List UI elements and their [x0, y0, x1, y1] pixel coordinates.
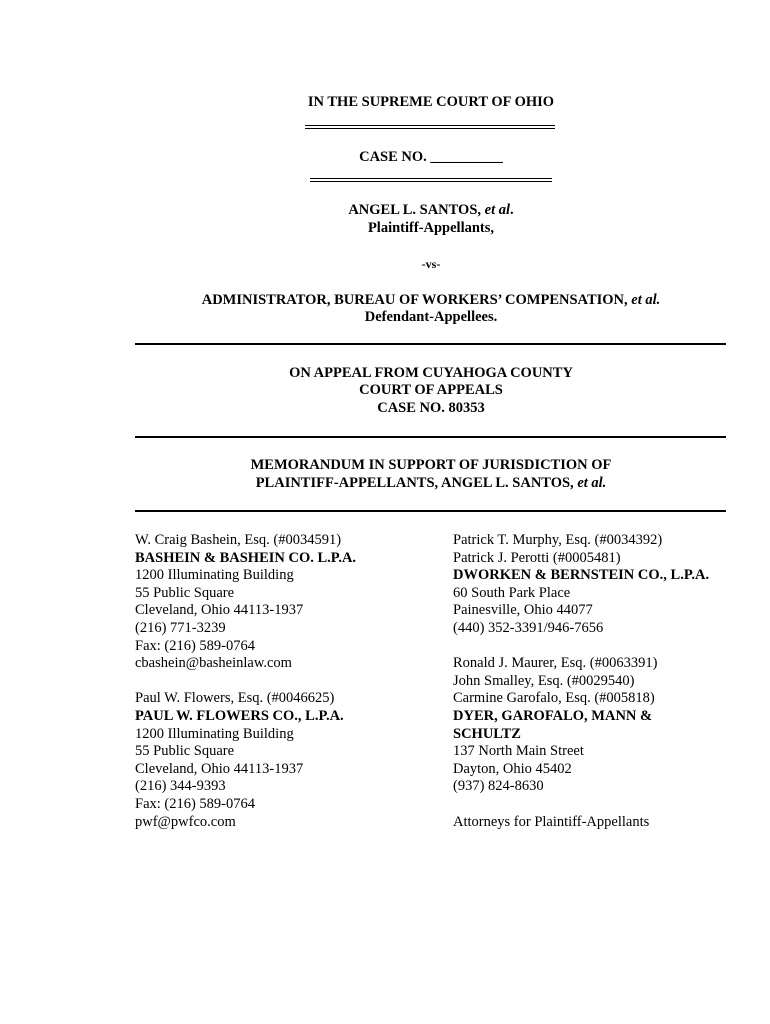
appeal-line-2: COURT OF APPEALS	[359, 382, 503, 398]
fax-line: Fax: (216) 589-0764	[135, 637, 256, 654]
defendant-name: ADMINISTRATOR, BUREAU OF WORKERS’ COMPENSATION,	[201, 292, 628, 308]
memorandum-et-al: et al.	[577, 475, 607, 491]
attorney-name: Ronald J. Maurer, Esq. (#0063391)	[453, 655, 658, 672]
attorney-name: Patrick J. Perotti (#0005481)	[453, 549, 621, 566]
attorney-name: John Smalley, Esq. (#0029540)	[453, 672, 635, 689]
city-line: Dayton, Ohio 45402	[453, 760, 572, 777]
attorney-name: Patrick T. Murphy, Esq. (#0034392)	[453, 532, 663, 548]
address-line: 137 North Main Street	[453, 743, 584, 760]
firm-name: DWORKEN & BERNSTEIN CO., L.P.A.	[453, 567, 710, 584]
city-line: Cleveland, Ohio 44113-1937	[135, 760, 304, 777]
firm-name: DYER, GAROFALO, MANN &	[453, 707, 653, 724]
section-rule-3	[135, 510, 726, 512]
double-rule-top	[305, 125, 555, 129]
spacer	[453, 638, 709, 656]
firm-name: PAUL W. FLOWERS CO., L.P.A.	[135, 707, 344, 724]
address-line: 1200 Illuminating Building	[135, 567, 294, 584]
address-line: 60 South Park Place	[453, 584, 571, 601]
appeal-line-3: CASE NO. 80353	[377, 400, 485, 416]
memorandum-title-2	[0, 475, 770, 493]
phone-line: (216) 771-3239	[135, 619, 226, 636]
attorneys-for-label: Attorneys for Plaintiff-Appellants	[453, 813, 650, 830]
defendant-role: Defendant-Appellees.	[364, 309, 498, 325]
email-line: pwf@pwfco.com	[135, 813, 236, 830]
address-line: 1200 Illuminating Building	[135, 725, 294, 742]
memorandum-title-1: MEMORANDUM IN SUPPORT OF JURISDICTION OF	[250, 457, 612, 473]
city-line: Cleveland, Ohio 44113-1937	[135, 602, 304, 619]
fax-line: Fax: (216) 589-0764	[135, 795, 256, 812]
address-line: 55 Public Square	[135, 584, 235, 601]
city-line: Painesville, Ohio 44077	[453, 602, 593, 619]
firm-name: BASHEIN & BASHEIN CO. L.P.A.	[135, 549, 357, 566]
right-counsel-column	[453, 532, 709, 831]
plaintiff-et-al: et al	[484, 202, 511, 218]
case-number: CASE NO. __________	[359, 149, 503, 165]
memorandum-party: PLAINTIFF-APPELLANTS, ANGEL L. SANTOS,	[255, 475, 574, 491]
defendant-name-line	[0, 292, 770, 310]
plaintiff-name: ANGEL L. SANTOS,	[348, 202, 482, 218]
attorney-name: Paul W. Flowers, Esq. (#0046625)	[135, 690, 335, 707]
spacer	[453, 796, 709, 814]
attorney-name: Carmine Garofalo, Esq. (#005818)	[453, 690, 655, 707]
firm-name-continued: SCHULTZ	[453, 725, 521, 742]
phone-line: (216) 344-9393	[135, 778, 226, 795]
phone-line: (937) 824-8630	[453, 778, 544, 795]
spacer	[135, 673, 356, 691]
phone-line: (440) 352-3391/946-7656	[453, 619, 604, 636]
appeal-line-1: ON APPEAL FROM CUYAHOGA COUNTY	[289, 365, 573, 381]
address-line: 55 Public Square	[135, 743, 235, 760]
attorney-name: W. Craig Bashein, Esq. (#0034591)	[135, 532, 342, 548]
email-line: cbashein@basheinlaw.com	[135, 655, 292, 672]
defendant-et-al: et al.	[631, 292, 661, 308]
plaintiff-role: Plaintiff-Appellants,	[367, 220, 495, 236]
double-rule-second	[310, 178, 552, 182]
versus: -vs-	[421, 257, 441, 271]
section-rule-1	[135, 343, 726, 345]
court-title: IN THE SUPREME COURT OF OHIO	[307, 94, 555, 110]
section-rule-2	[135, 436, 726, 438]
plaintiff-name-line: ANGEL L. SANTOS, et al.	[348, 202, 514, 218]
left-counsel-column	[135, 532, 356, 831]
